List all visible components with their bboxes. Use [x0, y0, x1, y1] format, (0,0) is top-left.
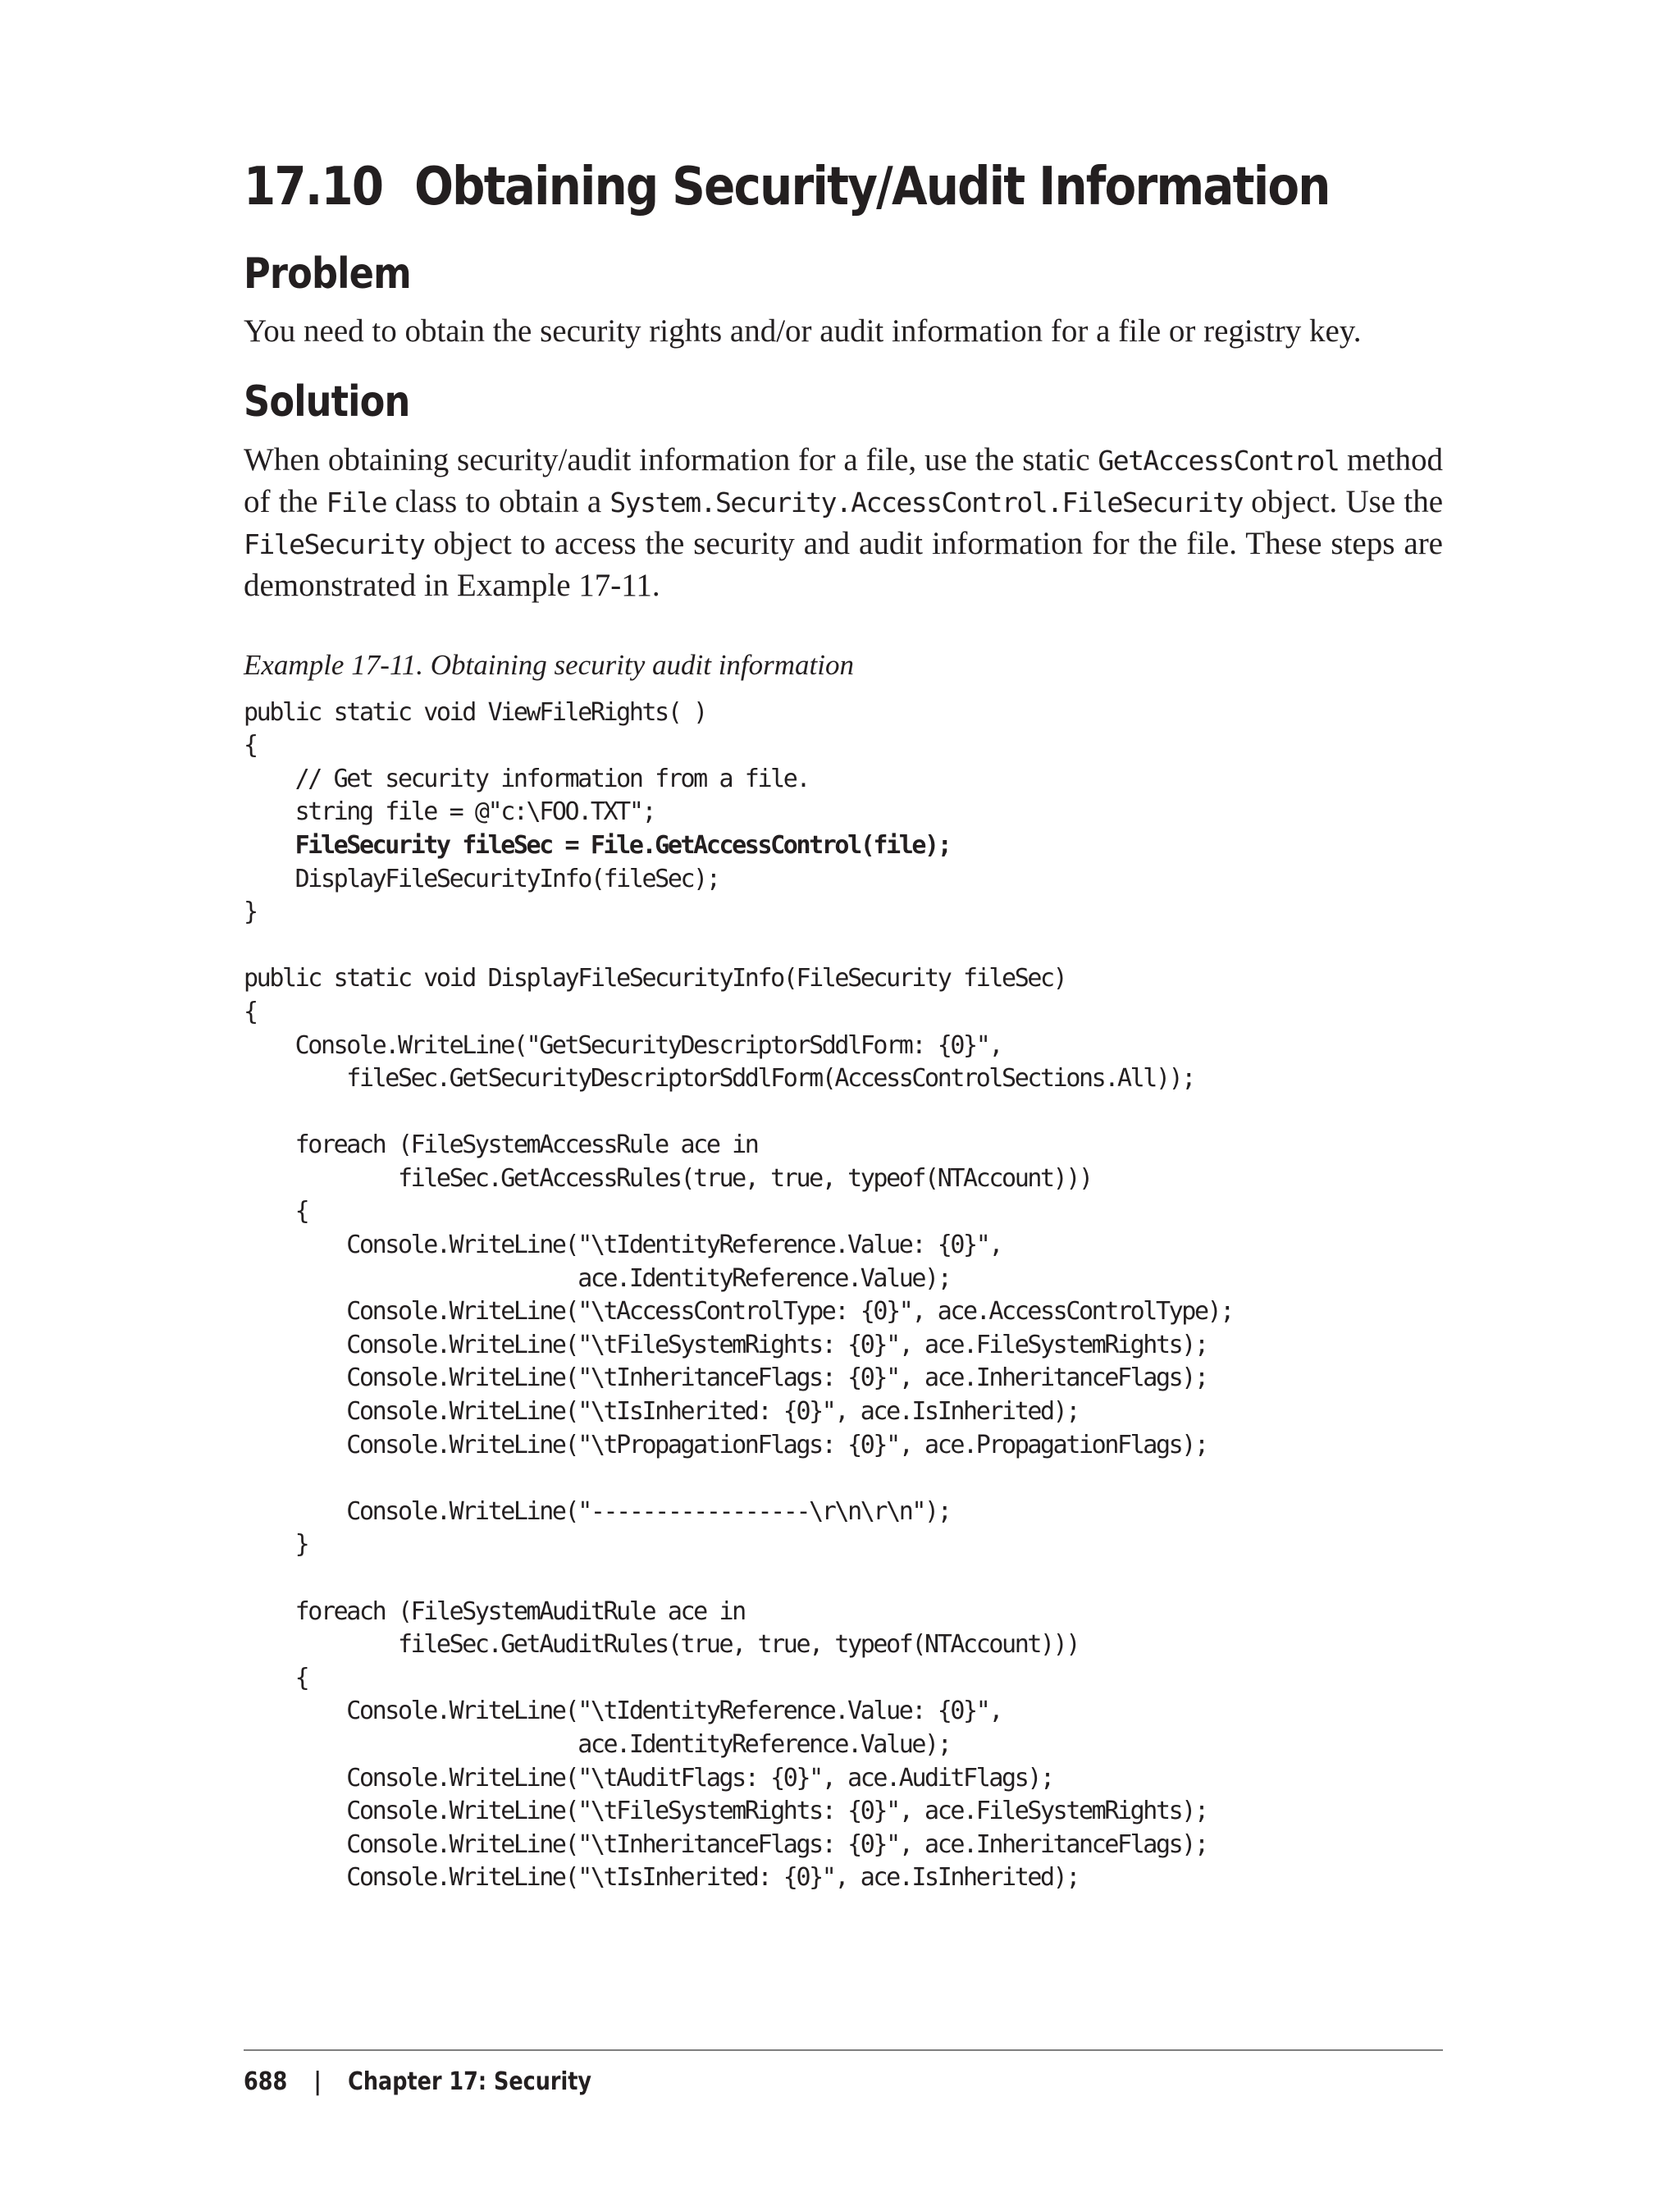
chapter-title: Chapter 17: Security	[348, 2067, 592, 2096]
code-line: {	[244, 1197, 308, 1226]
code-line: ace.IdentityReference.Value);	[244, 1729, 951, 1759]
section-title-text: Obtaining Security/Audit Information	[414, 157, 1330, 217]
code-line: Console.WriteLine("\tInheritanceFlags: {0}", ace.InheritanceFlags);	[244, 1363, 1208, 1393]
page-number: 688	[244, 2067, 288, 2096]
code-line: Console.WriteLine("\tPropagationFlags: {0}", ace.PropagationFlags);	[244, 1430, 1208, 1459]
code-line: }	[244, 1530, 308, 1560]
code-line: Console.WriteLine("-----------------\r\n\r\n");	[244, 1496, 951, 1526]
code-line: public static void ViewFileRights( )	[244, 697, 706, 727]
page-footer	[244, 2049, 1443, 2096]
footer-text	[244, 2067, 591, 2096]
problem-heading: Problem	[244, 249, 411, 299]
inline-code: FileSecurity	[244, 528, 425, 560]
page-content	[244, 156, 1443, 1895]
solution-heading: Solution	[244, 377, 410, 427]
code-line: {	[244, 1663, 308, 1692]
code-line: fileSec.GetAuditRules(true, true, typeof(NTAccount)))	[244, 1630, 1079, 1660]
example-caption: Example 17-11. Obtaining security audit information	[244, 648, 854, 681]
solution-text-part: method of the	[244, 441, 1444, 519]
code-line: {	[244, 731, 257, 760]
code-line: }	[244, 897, 257, 927]
code-line: fileSec.GetAccessRules(true, true, typeof(NTAccount)))	[244, 1163, 1092, 1193]
code-line: foreach (FileSystemAccessRule ace in	[244, 1130, 758, 1160]
section-number: 17.10	[244, 157, 383, 217]
code-line: Console.WriteLine("\tIdentityReference.Value: {0}",	[244, 1697, 1002, 1726]
code-line: Console.WriteLine("\tInheritanceFlags: {0}", ace.InheritanceFlags);	[244, 1829, 1208, 1859]
code-line: Console.WriteLine("\tAccessControlType: {0}", ace.AccessControlType);	[244, 1297, 1233, 1327]
code-listing	[244, 697, 1443, 1895]
code-line: foreach (FileSystemAuditRule ace in	[244, 1596, 745, 1626]
code-line: FileSecurity fileSec = File.GetAccessControl(file);	[244, 830, 951, 860]
inline-code: File	[326, 486, 387, 518]
code-line: Console.WriteLine("\tFileSystemRights: {0}", ace.FileSystemRights);	[244, 1797, 1208, 1826]
code-line: string file = @"c:\FOO.TXT";	[244, 797, 655, 827]
solution-text	[244, 440, 1443, 606]
inline-code: System.Security.AccessControl.FileSecurity	[609, 486, 1243, 518]
footer-separator: |	[313, 2067, 322, 2096]
code-line: Console.WriteLine("\tIdentityReference.Value: {0}",	[244, 1231, 1002, 1260]
code-line: Console.WriteLine("GetSecurityDescriptorSddlForm: {0}",	[244, 1030, 1002, 1060]
solution-text-part: class to obtain a	[386, 483, 610, 519]
code-line: fileSec.GetSecurityDescriptorSddlForm(AccessControlSections.All));	[244, 1064, 1194, 1094]
problem-text: You need to obtain the security rights and/or audit information for a file or registry key.	[244, 313, 1362, 349]
solution-text-part: When obtaining security/audit information for a file, use the static	[244, 441, 1098, 477]
code-line: Console.WriteLine("\tIsInherited: {0}", ace.IsInherited);	[244, 1397, 1079, 1427]
code-line: DisplayFileSecurityInfo(fileSec);	[244, 864, 719, 893]
inline-code: GetAccessControl	[1098, 444, 1340, 477]
code-line: ace.IdentityReference.Value);	[244, 1263, 951, 1293]
code-line: public static void DisplayFileSecurityInfo(FileSecurity fileSec)	[244, 964, 1066, 993]
code-line: Console.WriteLine("\tFileSystemRights: {0}", ace.FileSystemRights);	[244, 1330, 1208, 1359]
solution-text-part: object. Use the	[1242, 483, 1444, 519]
solution-text-part: object to access the security and audit information for the file. These steps are demonstrated in Example 17-11.	[244, 525, 1443, 603]
code-line: // Get security information from a file.	[244, 764, 810, 793]
code-line: Console.WriteLine("\tIsInherited: {0}", ace.IsInherited);	[244, 1863, 1079, 1893]
section-title	[244, 156, 1330, 219]
code-line: {	[244, 997, 257, 1026]
code-line: Console.WriteLine("\tAuditFlags: {0}", ace.AuditFlags);	[244, 1763, 1053, 1793]
